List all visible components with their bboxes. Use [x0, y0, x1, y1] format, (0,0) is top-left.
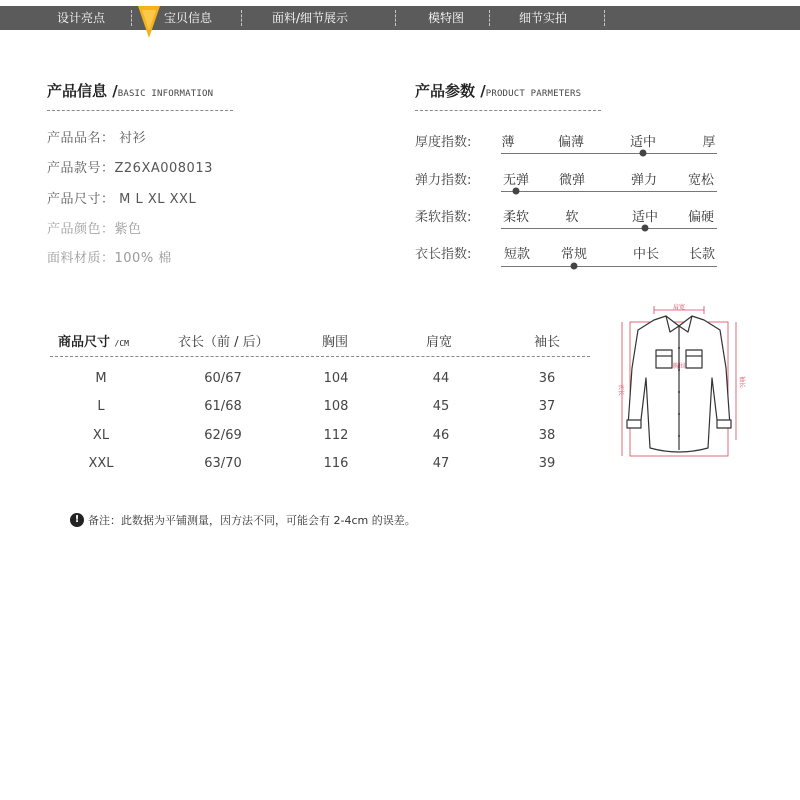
active-tab-marker-icon	[138, 6, 160, 38]
size-cell-sleeve: 37	[538, 399, 556, 414]
size-cell-length: 61/68	[204, 399, 242, 414]
param-track-thickness	[501, 153, 717, 154]
diagram-label-sleeve: 袖长	[738, 375, 745, 389]
shirt-measurement-diagram	[608, 298, 748, 460]
param-option: 宽松	[687, 173, 715, 188]
size-cell-shoulder: 47	[432, 456, 450, 471]
param-option: 无弹	[502, 173, 530, 188]
size-table-title: 商品尺寸	[58, 335, 111, 350]
diagram-label-shoulder: 肩宽	[672, 304, 686, 311]
param-track-softness	[501, 228, 717, 229]
size-cell-length: 60/67	[204, 371, 242, 386]
param-indicator-dot	[571, 263, 578, 270]
size-cell-sleeve: 36	[538, 371, 556, 386]
size-cell-sleeve: 39	[538, 456, 556, 471]
param-option: 薄	[501, 135, 515, 150]
param-label-thickness: 厚度指数:	[415, 135, 472, 150]
size-cell-chest: 104	[323, 371, 349, 386]
nav-tab-fabric-details[interactable]: 面料/细节展示	[272, 11, 349, 25]
diagram-label-chest: 胸围	[672, 363, 686, 370]
size-cell-chest: 112	[323, 428, 349, 443]
param-indicator-dot	[642, 225, 649, 232]
nav-separator	[489, 10, 490, 26]
param-option: 微弹	[558, 173, 586, 188]
shirt-illustration	[608, 298, 748, 460]
size-table-unit: /CM	[114, 339, 129, 348]
param-track-elasticity	[501, 191, 717, 192]
size-cell-length: 62/69	[204, 428, 242, 443]
size-table-header-shoulder: 肩宽	[426, 335, 453, 350]
param-indicator-dot	[640, 150, 647, 157]
param-option: 偏硬	[687, 210, 715, 225]
size-cell-shoulder: 45	[432, 399, 450, 414]
size-table-header-chest: 胸围	[322, 335, 349, 350]
basic-info-title-en: BASIC INFORMATION	[117, 89, 214, 99]
product-params-title	[415, 80, 581, 101]
size-table-header-title	[58, 331, 129, 350]
param-label-elasticity: 弹力指数:	[415, 173, 472, 188]
param-option: 适中	[631, 210, 659, 225]
param-option: 软	[565, 210, 579, 225]
nav-tab-detail-photos[interactable]: 细节实拍	[519, 11, 568, 25]
product-params-title-cn: 产品参数 /	[415, 82, 486, 100]
size-table-header-length: 衣长（前 / 后）	[178, 335, 269, 350]
nav-separator	[395, 10, 396, 26]
size-cell-length: 63/70	[204, 456, 242, 471]
info-row-product-code: 产品款号：Z26XA008013	[47, 161, 213, 176]
size-table-header-sleeve: 袖长	[534, 335, 561, 350]
nav-tab-design-highlights[interactable]: 设计亮点	[57, 11, 106, 25]
nav-separator	[604, 10, 605, 26]
diagram-label-length: 衣长	[617, 383, 624, 397]
param-label-softness: 柔软指数:	[415, 210, 472, 225]
size-cell-shoulder: 46	[432, 428, 450, 443]
basic-info-divider	[47, 110, 233, 111]
size-table-divider	[50, 356, 590, 357]
size-cell-size: XL	[92, 428, 110, 443]
note-text: 备注：此数据为平铺测量，因方法不同，可能会有 2-4cm 的误差。	[88, 514, 416, 527]
size-cell-size: M	[95, 371, 107, 386]
param-option: 长款	[688, 247, 716, 262]
size-cell-size: L	[97, 399, 105, 414]
size-cell-chest: 108	[323, 399, 349, 414]
basic-info-title	[47, 80, 213, 101]
measurement-note	[70, 512, 416, 528]
param-option: 柔软	[502, 210, 530, 225]
product-params-divider	[415, 110, 601, 111]
param-track-length	[501, 266, 717, 267]
basic-info-title-cn: 产品信息 /	[47, 82, 118, 100]
param-option: 适中	[629, 135, 657, 150]
nav-separator	[241, 10, 242, 26]
param-option: 短款	[503, 247, 531, 262]
param-option: 厚	[702, 135, 716, 150]
param-option: 弹力	[630, 173, 658, 188]
info-row-product-color: 产品颜色：紫色	[47, 222, 142, 237]
param-option: 常规	[560, 247, 588, 262]
product-params-title-en: PRODUCT PARMETERS	[485, 89, 582, 99]
size-cell-chest: 116	[323, 456, 349, 471]
param-option: 中长	[632, 247, 660, 262]
info-row-product-sizes: 产品尺寸： M L XL XXL	[47, 192, 197, 207]
size-cell-sleeve: 38	[538, 428, 556, 443]
nav-bar	[0, 6, 800, 30]
param-label-length: 衣长指数:	[415, 247, 472, 262]
param-indicator-dot	[513, 188, 520, 195]
size-cell-size: XXL	[88, 456, 114, 471]
param-option: 偏薄	[557, 135, 585, 150]
nav-tab-product-info[interactable]: 宝贝信息	[164, 11, 213, 25]
info-row-product-name: 产品品名： 衬衫	[47, 131, 147, 146]
exclamation-icon: !	[70, 513, 84, 527]
info-row-fabric: 面料材质：100% 棉	[47, 251, 172, 266]
size-cell-shoulder: 44	[432, 371, 450, 386]
nav-separator	[131, 10, 132, 26]
nav-tab-model-photos[interactable]: 模特图	[428, 11, 465, 25]
